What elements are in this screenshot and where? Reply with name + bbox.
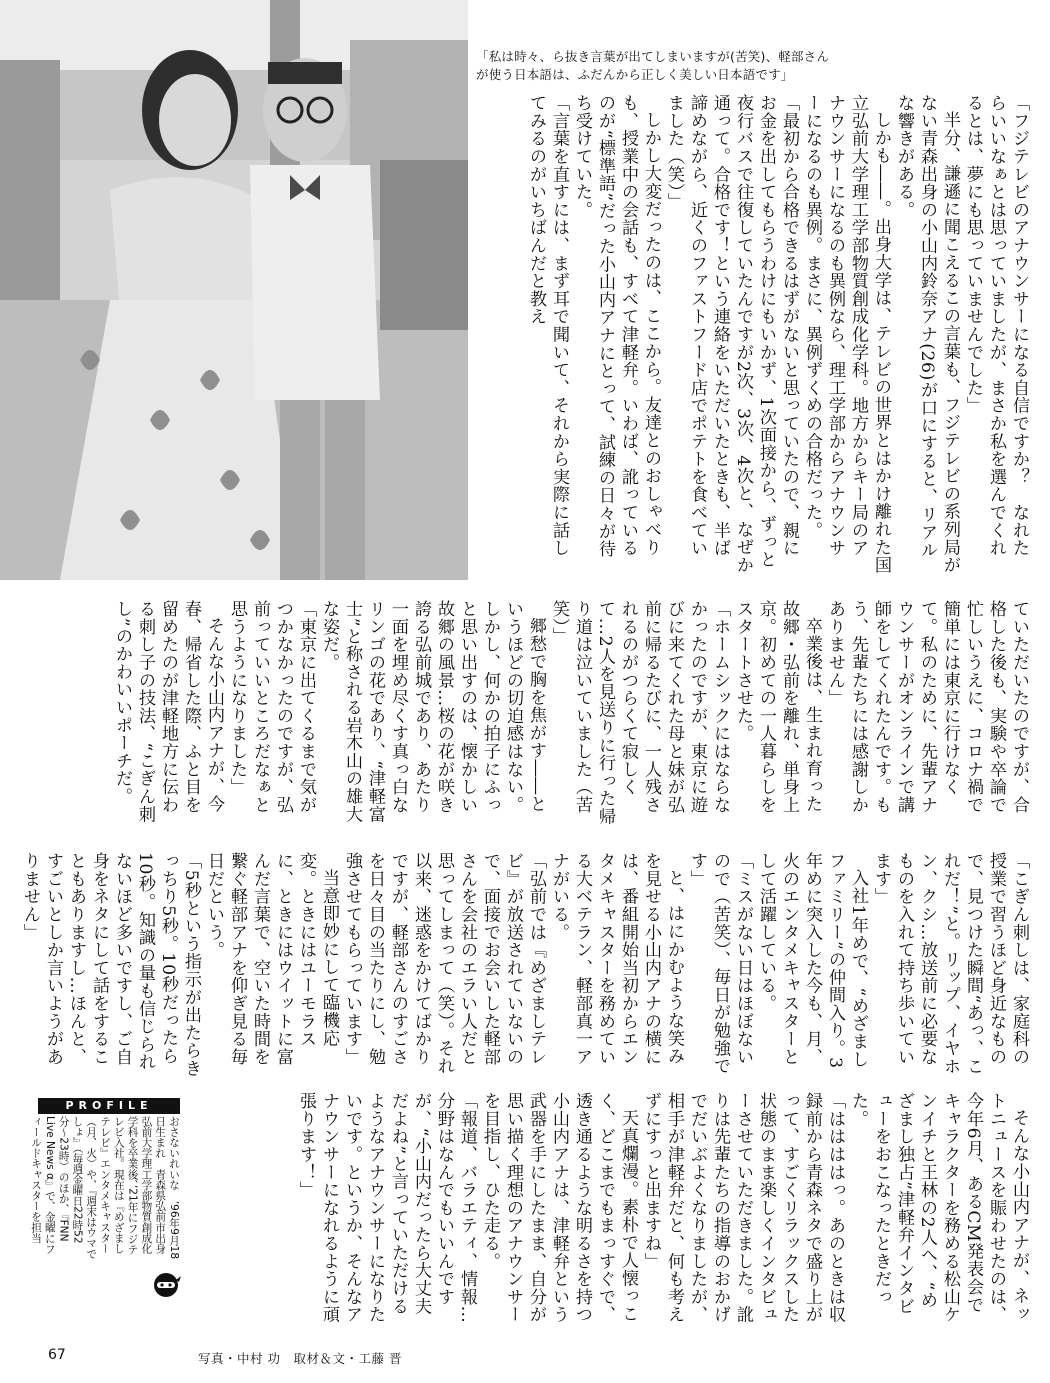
paragraph: しかも――。出身大学は、テレビの世界とはかけ離れた国立弘前大学理工学部物質創成化学科。地方からキー局のアナウンサーになるのも異例なら、理工学部からアナウンサーになるのも異例。まさに、異例ずくめの合格だった。 — [802, 94, 891, 574]
paragraph: 「ははははっ。あのときは収録前から青森ネタで盛り上がって、すごくリラックスした状態のまま楽しくインタビューさせていただきました。訛りは先輩たちの指導のおかげでだいぶよくなりましたが、相手が津軽弁だと、何も考えずにすっと出ますね」 — [641, 1092, 845, 1324]
paragraph: ていただいたのですが、合格した後も、実験や卒論で忙しいうえに、コロナ禍で簡単には東京に行けなくて。私のために、先輩アナウンサーがオンラインで講師をしてくれたんです。もう、先輩たちには感謝しかありません」 — [825, 600, 1029, 814]
caption-line: 「私は時々、ら抜き言葉が出てしまいますが(苦笑)、軽部さん — [476, 49, 830, 64]
photo — [0, 0, 468, 580]
paragraph: しかし大変だったのは、ここから。友達とのおしゃべりも、授業中の会話も、すべて津軽弁。いわば、訛っているのが“標準語”だった小山内アナにとって、試練の日々が待ち受けていた。 — [572, 94, 661, 558]
profile-text: おさないれいな ’96年9月18日生まれ 青森県弘前市出身 弘前大学理工学部物質創成化学科を卒業後、’21年にフジテレビ入社。現在は『めざましテレビ』エンタメキャスター（月、火）や、『週末はウマでしょ』（毎週金曜日22時52分〜23時）のほか、『FNN Live News α』で、金曜にフィールドキャスターを担当 — [30, 1116, 180, 1265]
photo-caption — [476, 48, 830, 84]
paragraph: 「報道、バラエティ、情報…分野はなんでもいいんですが、“小山内だったら大丈夫だよね”と言っていただけるようなアナウンサーになりたいです。というか、そんなアナウンサーになれるように頑張ります！」 — [296, 1092, 477, 1324]
article-column-4 — [186, 1092, 1030, 1324]
paragraph: 天真爛漫。素朴で人懐っこく、どこまでもまっすぐで、透き通るような明るさを持つ小山内アナは、津軽弁という武器を手にしたまま、自分が思い描く理想のアナウンサーを目指し、ひた走る。 — [480, 1092, 638, 1324]
paragraph: 「弘前では『めざましテレビ』が放送されていないので、面接でお会いした軽部さんを会社のエラい人だと思ってしまって（笑）。それ以来、迷惑をかけてばかりですが、軽部さんのすごさを日々目の当たりにし、勉強させてもらっています」 — [342, 852, 546, 1075]
paragraph: 「ホームシックにはならなかったのですが、東京に遊びに来てくれた母と妹が弘前に帰るたびに、一人残されるのがつらくて寂しくて…2人を見送りに行った帰り道は泣いていました（苦笑）」 — [549, 600, 730, 826]
paragraph: 入社1年めで、“めざましファミリー”の仲間入り。3年めに突入した今も、月、火のエンタメキャスターとして活躍している。 — [756, 852, 868, 1069]
article-column-3 — [12, 852, 1030, 1080]
paragraph: 卒業後は、生まれ育った故郷・弘前を離れ、単身上京。初めての一人暮らしをスタートさせた。 — [733, 600, 822, 814]
article-column-2 — [12, 600, 1030, 828]
paragraph: 「東京に出てくるまで気がつかなかったのですが、弘前っていいところだなぁと思うようになりました」 — [227, 600, 316, 814]
caption-line: が使う日本語は、ふだんから正しく美しい日本語です」 — [476, 67, 794, 82]
article-column-1 — [494, 94, 1030, 574]
paragraph: 「言葉を直すには、まず耳で聞いて、それから実際に話してみるのがいちばんだと教え — [526, 94, 569, 557]
paragraph: 「ミスがない日はほぼないので（苦笑）、毎日が勉強です」 — [687, 852, 753, 1075]
page-number: 67 — [48, 1347, 66, 1363]
ninja-mascot-icon — [150, 1270, 182, 1302]
profile-heading: PROFILE — [38, 1098, 180, 1114]
paragraph: 「5秒という指示が出たらきっちり5秒。10秒だったら10秒。知識の量も信じられないほど多いですし、ご自身をネタにして話をすることもありますし…ほんと、すごいとしか言いようがありません」 — [20, 852, 201, 1078]
paragraph: 「こぎん刺しは、家庭科の授業で習うほど身近なもので、見つけた瞬間“あっ、これだ！”と。リップ、イヤホン、クシ…放送前に必要なものを入れて持ち歩いています」 — [871, 852, 1029, 1075]
photo-credit: 写真・中村 功 取材＆文・工藤 晋 — [198, 1351, 402, 1366]
paragraph: 当意即妙にして臨機応変。ときにはユーモラスに、ときにはウイットに富んだ言葉で、空いた時間を繋ぐ軽部アナを仰ぎ見る毎日だという。 — [204, 852, 339, 1066]
paragraph: と、はにかむような笑みを見せる小山内アナの横には、番組開始当初からエンタメキャスターを務めている大ベテラン、軽部真一アナがいる。 — [549, 852, 684, 1066]
paragraph: 「最初から合格できるはずがないと思っていたので、親にお金を出してもらうわけにもいかず、1次面接から、ずっと夜行バスで往復していたんですが2次、3次、4次と、なぜか通って。合格です！という連絡をいただいたときも、半ば諦めながら、近くのファストフード店でポテトを食べていました（笑）」 — [664, 94, 799, 574]
paragraph: そんな小山内アナが、今春、帰省した際、ふと目を留めたのが津軽地方に伝わる刺し子の技法、“こぎん刺し”のかわいいポーチだ。 — [112, 600, 224, 823]
paragraph: 半分、謙遜に聞こえるこの言葉も、フジテレビの系列局がない青森出身の小山内鈴奈アナ(26)が口にすると、リアルな響きがある。 — [894, 94, 960, 574]
paragraph: 「フジテレビのアナウンサーになる自信ですか？ なれたらいいなぁとは思っていましたが、まさか私を選んでくれるとは、夢にも思っていませんでした」 — [963, 94, 1029, 557]
paragraph: そんな小山内アナが、ネットニュースを賑わせたのは、今年6月、あるCM発表会でキャラクターを務める松山ケンイチと王林の2人へ、“めざまし独占”津軽弁インタビューをおこなったときだった。 — [848, 1092, 1029, 1324]
paragraph: 郷愁で胸を焦がす――というほどの切迫感はない。しかし、何かの拍子にふっと思い出すのは、懐かしい故郷の風景…桜の花が咲き誇る弘前城であり、あたり一面を埋め尽くす真っ白なリンゴの花であり、“津軽富士”と称される岩木山の雄大な姿だ。 — [319, 600, 546, 823]
